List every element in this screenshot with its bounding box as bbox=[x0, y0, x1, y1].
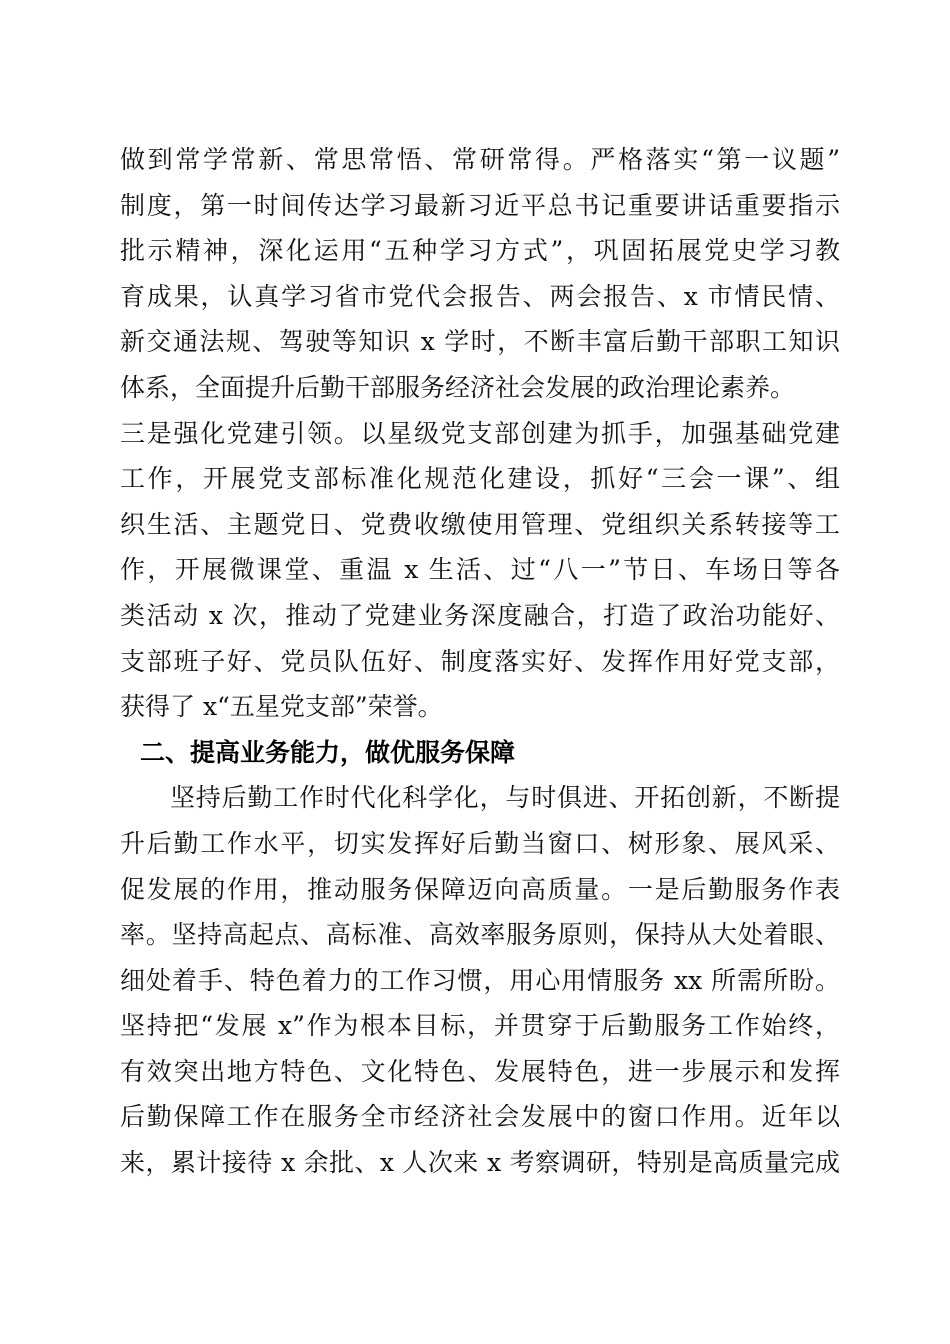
text-line: 制度，第一时间传达学习最新习近平总书记重要讲话重要指示 bbox=[120, 190, 840, 220]
text-line: 育成果，认真学习省市党代会报告、两会报告、x 市情民情、 bbox=[120, 281, 840, 311]
text-line: 坚持把“发展 x”作为根本目标，并贯穿于后勤服务工作始终， bbox=[120, 1011, 840, 1041]
text-line: 坚持后勤工作时代化科学化，与时俱进、开拓创新，不断提 bbox=[170, 783, 840, 813]
text-line: 率。坚持高起点、高标准、高效率服务原则，保持从大处着眼、 bbox=[120, 920, 840, 950]
paragraph-party-building bbox=[120, 414, 840, 733]
text-line: 新交通法规、驾驶等知识 x 学时，不断丰富后勤干部职工知识 bbox=[120, 327, 840, 357]
text-line: 升后勤工作水平，切实发挥好后勤当窗口、树形象、展风采、 bbox=[120, 828, 840, 858]
paragraph-service-guarantee bbox=[120, 778, 840, 1188]
text-line: 支部班子好、党员队伍好、制度落实好、发挥作用好党支部， bbox=[120, 646, 840, 676]
text-line: 三是强化党建引领。以星级党支部创建为抓手，加强基础党建 bbox=[120, 418, 840, 448]
document-body bbox=[120, 140, 840, 1189]
paragraph-party-study bbox=[120, 140, 840, 414]
text-line: 来，累计接待 x 余批、x 人次来 x 考察调研，特别是高质量完成 bbox=[120, 1148, 840, 1178]
text-line: 批示精神，深化运用“五种学习方式”，巩固拓展党史学习教 bbox=[120, 236, 840, 266]
text-line: 工作，开展党支部标准化规范化建设，抓好“三会一课”、组 bbox=[120, 464, 840, 494]
text-line: 类活动 x 次，推动了党建业务深度融合，打造了政治功能好、 bbox=[120, 600, 840, 630]
text-line: 细处着手、特色着力的工作习惯，用心用情服务 xx 所需所盼。 bbox=[120, 965, 840, 995]
text-line: 获得了 x“五星党支部”荣誉。 bbox=[120, 692, 443, 722]
text-line: 织生活、主题党日、党费收缴使用管理、党组织关系转接等工 bbox=[120, 509, 840, 539]
text-line: 促发展的作用，推动服务保障迈向高质量。一是后勤服务作表 bbox=[120, 874, 840, 904]
text-line: 有效突出地方特色、文化特色、发展特色，进一步展示和发挥 bbox=[120, 1056, 840, 1086]
text-line: 作，开展微课堂、重温 x 生活、过“八一”节日、车场日等各 bbox=[120, 555, 840, 585]
text-line: 后勤保障工作在服务全市经济社会发展中的窗口作用。近年以 bbox=[120, 1102, 840, 1132]
text-line: 体系，全面提升后勤干部服务经济社会发展的政治理论素养。 bbox=[120, 372, 796, 402]
text-line: 做到常学常新、常思常悟、常研常得。严格落实“第一议题” bbox=[120, 145, 840, 174]
section-heading: 二、提高业务能力，做优服务保障 bbox=[140, 737, 516, 767]
